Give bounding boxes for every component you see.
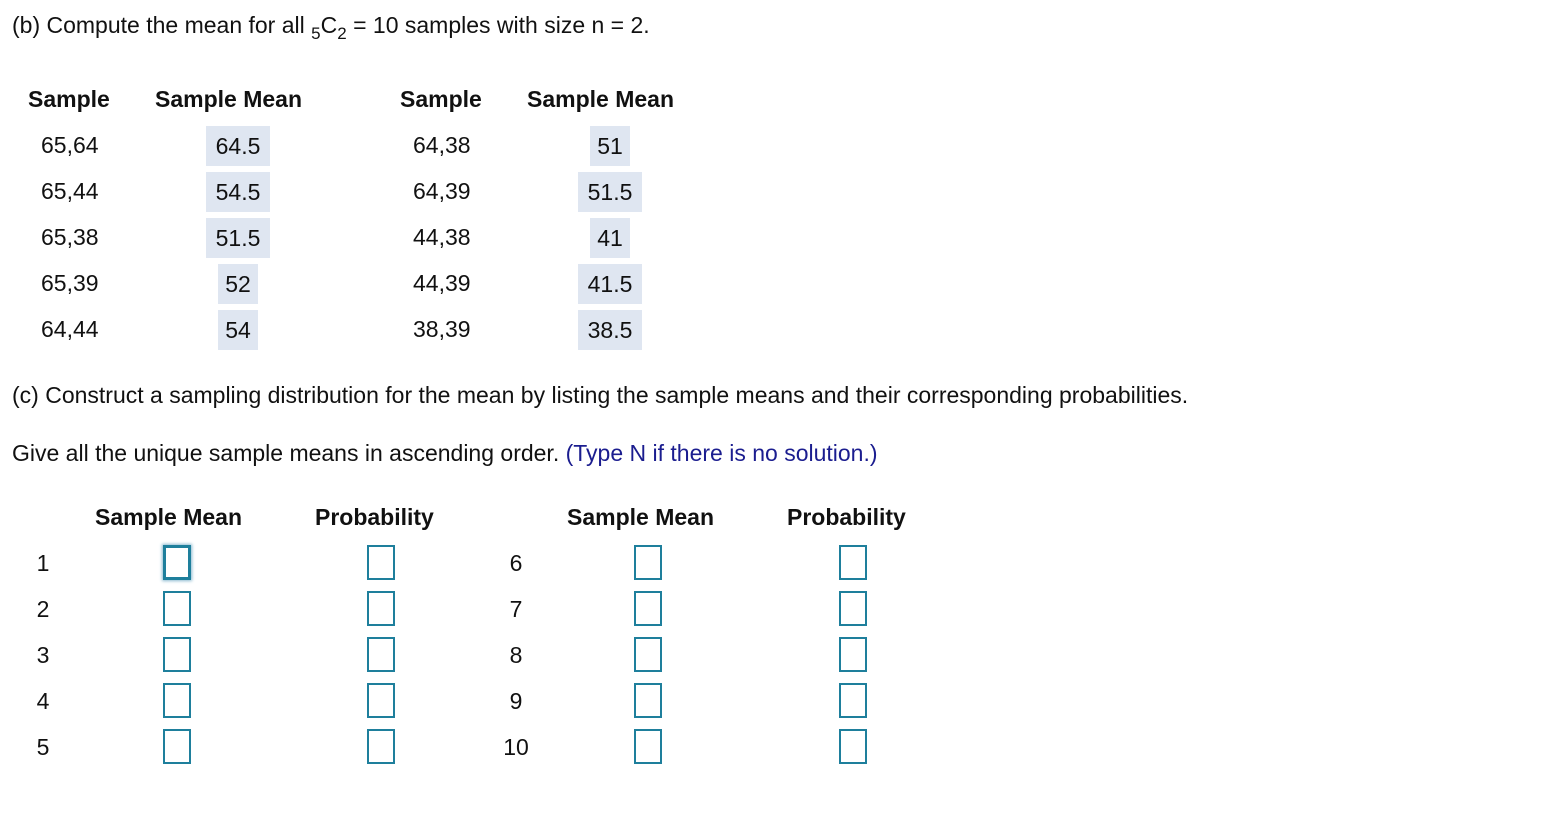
sample-mean-input[interactable]	[634, 729, 662, 764]
header-sample-left: Sample	[28, 86, 110, 112]
row-number: 5	[36, 734, 50, 760]
probability-input[interactable]	[367, 591, 395, 626]
row-number: 6	[509, 550, 523, 576]
probability-input[interactable]	[839, 729, 867, 764]
row-number: 4	[36, 688, 50, 714]
header-sample-mean-right: Sample Mean	[527, 86, 674, 112]
sample-cell: 64,44	[41, 316, 99, 342]
sample-mean-answer: 64.5	[206, 126, 270, 166]
sample-mean-input[interactable]	[163, 591, 191, 626]
row-number: 2	[36, 596, 50, 622]
probability-input[interactable]	[839, 545, 867, 580]
row-number: 9	[509, 688, 523, 714]
row-number: 8	[509, 642, 523, 668]
probability-input[interactable]	[839, 683, 867, 718]
sample-cell: 64,38	[413, 132, 471, 158]
probability-input[interactable]	[839, 591, 867, 626]
combination-symbol: C	[320, 12, 338, 38]
sample-mean-input[interactable]	[634, 683, 662, 718]
part-c-question: (c) Construct a sampling distribution for the mean by listing the sample means and their corresponding probabilities.	[12, 382, 1189, 408]
sample-mean-answer: 41.5	[578, 264, 642, 304]
row-number: 3	[36, 642, 50, 668]
sample-mean-answer: 38.5	[578, 310, 642, 350]
header-sample-mean-left: Sample Mean	[95, 504, 242, 530]
sample-cell: 65,64	[41, 132, 99, 158]
sample-mean-input[interactable]	[163, 637, 191, 672]
row-number: 7	[509, 596, 523, 622]
sample-cell: 65,38	[41, 224, 99, 250]
header-sample-mean-left: Sample Mean	[155, 86, 302, 112]
instruction-text: Give all the unique sample means in ascending order.	[12, 440, 560, 466]
header-sample-right: Sample	[400, 86, 482, 112]
sample-mean-answer: 54.5	[206, 172, 270, 212]
sample-mean-answer: 54	[218, 310, 258, 350]
combination-n: 5	[311, 24, 321, 43]
probability-input[interactable]	[367, 729, 395, 764]
sample-mean-input[interactable]	[634, 591, 662, 626]
probability-input[interactable]	[367, 683, 395, 718]
sample-mean-answer: 51.5	[578, 172, 642, 212]
combination-k: 2	[337, 24, 347, 43]
sample-mean-input[interactable]	[634, 545, 662, 580]
sample-mean-input[interactable]	[163, 729, 191, 764]
sample-cell: 65,39	[41, 270, 99, 296]
probability-input[interactable]	[367, 637, 395, 672]
part-b-question	[12, 12, 650, 43]
row-number: 10	[503, 734, 529, 760]
sample-mean-input[interactable]	[163, 545, 191, 580]
sample-mean-answer: 51.5	[206, 218, 270, 258]
probability-input[interactable]	[367, 545, 395, 580]
part-b-text: (b) Compute the mean for all	[12, 12, 312, 38]
header-probability-right: Probability	[787, 504, 906, 530]
sample-mean-answer: 52	[218, 264, 258, 304]
part-c-instruction	[12, 440, 878, 467]
header-sample-mean-right: Sample Mean	[567, 504, 714, 530]
sample-mean-input[interactable]	[163, 683, 191, 718]
sample-mean-answer: 41	[590, 218, 630, 258]
probability-input[interactable]	[839, 637, 867, 672]
sample-cell: 44,38	[413, 224, 471, 250]
sample-mean-answer: 51	[590, 126, 630, 166]
sample-cell: 65,44	[41, 178, 99, 204]
header-probability-left: Probability	[315, 504, 434, 530]
sample-cell: 38,39	[413, 316, 471, 342]
sample-cell: 64,39	[413, 178, 471, 204]
sample-cell: 44,39	[413, 270, 471, 296]
part-b-text-end: = 10 samples with size n = 2.	[346, 12, 650, 38]
row-number: 1	[36, 550, 50, 576]
hint-text: (Type N if there is no solution.)	[565, 440, 878, 466]
sample-mean-input[interactable]	[634, 637, 662, 672]
